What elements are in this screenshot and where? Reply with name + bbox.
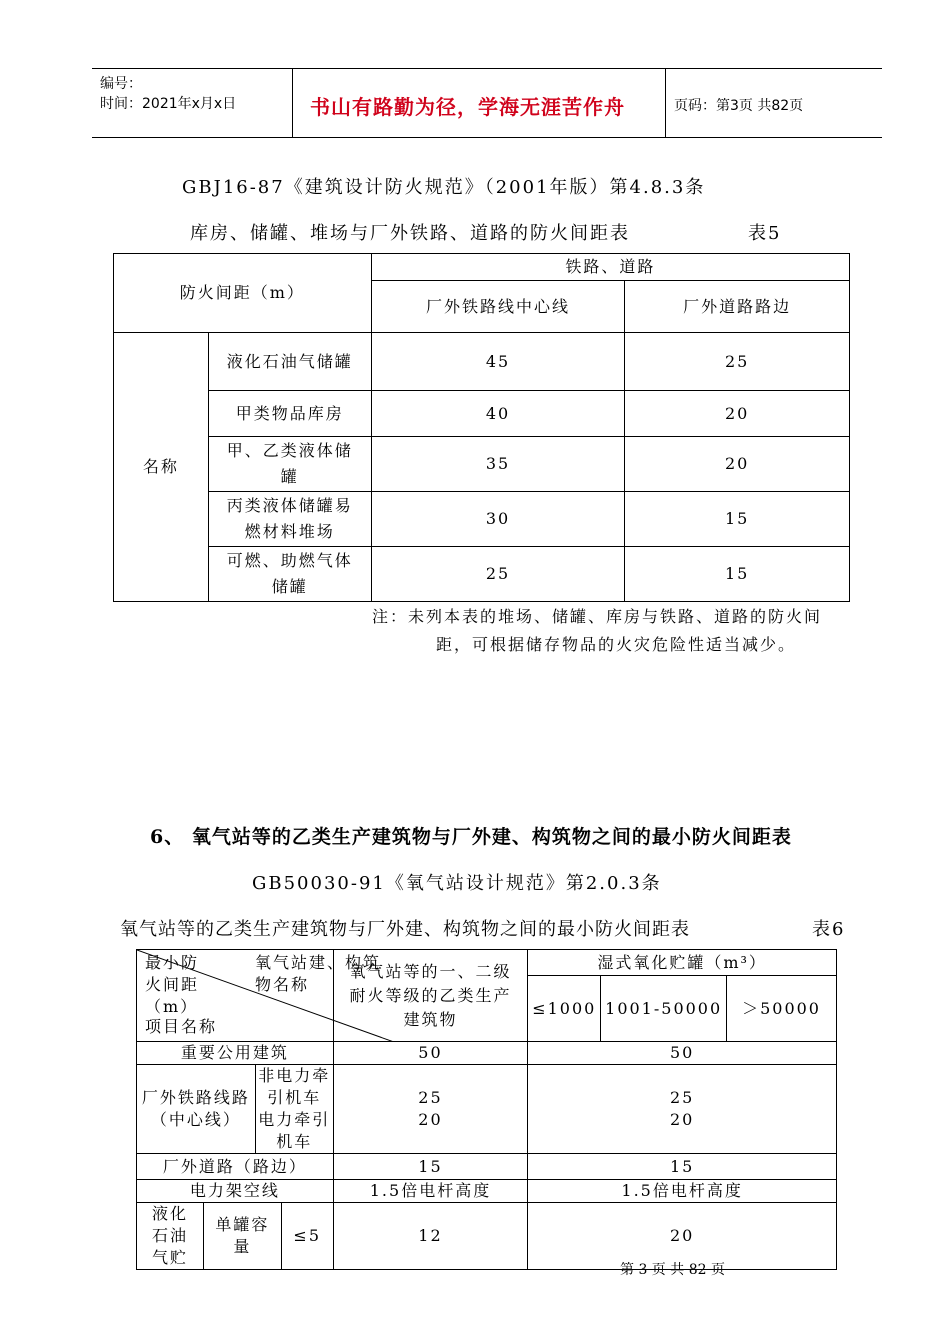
table6-cell: 20 bbox=[528, 1203, 837, 1270]
diag-top-left: 最小防火间距（m） bbox=[145, 953, 200, 1016]
table6-tank-c2: 1001-50000 bbox=[601, 976, 727, 1042]
page-footer: 第 3 页 共 82 页 bbox=[620, 1262, 725, 1278]
table5-cell: 45 bbox=[371, 333, 625, 391]
table6-tank-c1: ≤1000 bbox=[528, 976, 601, 1042]
table6-cell: 15 bbox=[333, 1154, 528, 1180]
table5-col-railway: 厂外铁路线中心线 bbox=[371, 281, 625, 333]
table6-cell bbox=[333, 1065, 528, 1154]
serial-label: 编号： bbox=[100, 76, 142, 92]
table5-cell: 15 bbox=[625, 492, 850, 547]
header-divider bbox=[292, 69, 293, 137]
table5-group-header: 铁路、道路 bbox=[371, 254, 849, 281]
table6-row-name: 电力架空线 bbox=[137, 1180, 334, 1203]
table6-value: 20 bbox=[669, 1110, 695, 1129]
time-label: 时间：2021年x月x日 bbox=[100, 96, 237, 112]
section6-heading: 6、 氧气站等的乙类生产建筑物与厂外建、构筑物之间的最小防火间距表 bbox=[150, 826, 792, 848]
table6-cell: 1.5倍电杆高度 bbox=[333, 1180, 528, 1203]
table6-value: 25 bbox=[418, 1088, 443, 1107]
table6-row-name: 重要公用建筑 bbox=[137, 1042, 334, 1065]
table6-row-name: 厂外铁路线路（中心线） bbox=[137, 1065, 256, 1154]
table6-cell bbox=[528, 1065, 837, 1154]
section5-title: 库房、储罐、堆场与厂外铁路、道路的防火间距表 bbox=[190, 223, 630, 244]
section5-reference: GBJ16-87《建筑设计防火规范》（2001年版）第4.8.3条 bbox=[182, 177, 706, 198]
table6-col-tank: 湿式氧化贮罐（m³） bbox=[528, 950, 837, 976]
table5-cell: 20 bbox=[625, 391, 850, 437]
section5-table-number: 表5 bbox=[748, 223, 782, 244]
table6-value: 25 bbox=[669, 1088, 695, 1107]
table6-row-name: 厂外道路（路边） bbox=[137, 1154, 334, 1180]
section6-reference: GB50030-91《氧气站设计规范》第2.0.3条 bbox=[252, 873, 662, 894]
table6-row-subnames bbox=[255, 1065, 333, 1154]
diag-bottom: 项目名称 bbox=[145, 1017, 218, 1036]
table6-value: 20 bbox=[418, 1110, 443, 1129]
fire-distance-table-6 bbox=[136, 949, 837, 1270]
header-motto: 书山有路勤为径，学海无涯苦作舟 bbox=[310, 95, 625, 119]
table6-tank-c3: ＞50000 bbox=[727, 976, 837, 1042]
table5-note-line1: 注：未列本表的堆场、储罐、库房与铁路、道路的防火间 bbox=[372, 607, 823, 626]
table6-cell: 1.5倍电杆高度 bbox=[528, 1180, 837, 1203]
table5-cell: 40 bbox=[371, 391, 625, 437]
table6-cell: 50 bbox=[528, 1042, 837, 1065]
table5-row-name: 可燃、助燃气体储罐 bbox=[208, 547, 371, 602]
table5-row-name: 丙类液体储罐易燃材料堆场 bbox=[208, 492, 371, 547]
table5-row-name: 液化石油气储罐 bbox=[208, 333, 371, 391]
table6-cell: 50 bbox=[333, 1042, 528, 1065]
table6-col-building: 氧气站等的一、二级耐火等级的乙类生产建筑物 bbox=[333, 950, 528, 1042]
table6-diagonal-header bbox=[137, 950, 382, 1042]
table5-name-label: 名称 bbox=[114, 333, 209, 602]
page-header bbox=[92, 68, 882, 138]
table6-subname: 电力牵引机车 bbox=[258, 1110, 331, 1151]
table5-cell: 30 bbox=[371, 492, 625, 547]
section6-table-number: 表6 bbox=[812, 919, 846, 940]
table5-note-line2: 距，可根据储存物品的火灾危险性适当减少。 bbox=[436, 635, 797, 654]
table5-cell: 15 bbox=[625, 547, 850, 602]
section6-title: 氧气站等的乙类生产建筑物与厂外建、构筑物之间的最小防火间距表 bbox=[120, 919, 690, 940]
table5-row-header: 防火间距（m） bbox=[114, 254, 372, 333]
table5-cell: 35 bbox=[371, 437, 625, 492]
table6-row-condition: ≤5 bbox=[281, 1203, 333, 1270]
table6-cell: 15 bbox=[528, 1154, 837, 1180]
table6-row-name: 液化石油气贮 bbox=[137, 1203, 204, 1270]
table6-cell: 12 bbox=[333, 1203, 528, 1270]
table6-row-subname: 单罐容量 bbox=[203, 1203, 281, 1270]
table5-row-name: 甲、乙类液体储罐 bbox=[208, 437, 371, 492]
page-label: 页码：第3页 共82页 bbox=[674, 98, 804, 114]
table6-subname: 非电力牵引机车 bbox=[258, 1066, 331, 1107]
header-divider bbox=[665, 69, 666, 137]
table5-col-road: 厂外道路路边 bbox=[625, 281, 850, 333]
table5-cell: 25 bbox=[625, 333, 850, 391]
fire-distance-table-5 bbox=[113, 253, 850, 602]
diag-top-right: 氧气站建、构筑物名称 bbox=[255, 953, 382, 994]
table5-cell: 20 bbox=[625, 437, 850, 492]
table5-cell: 25 bbox=[371, 547, 625, 602]
table5-row-name: 甲类物品库房 bbox=[208, 391, 371, 437]
